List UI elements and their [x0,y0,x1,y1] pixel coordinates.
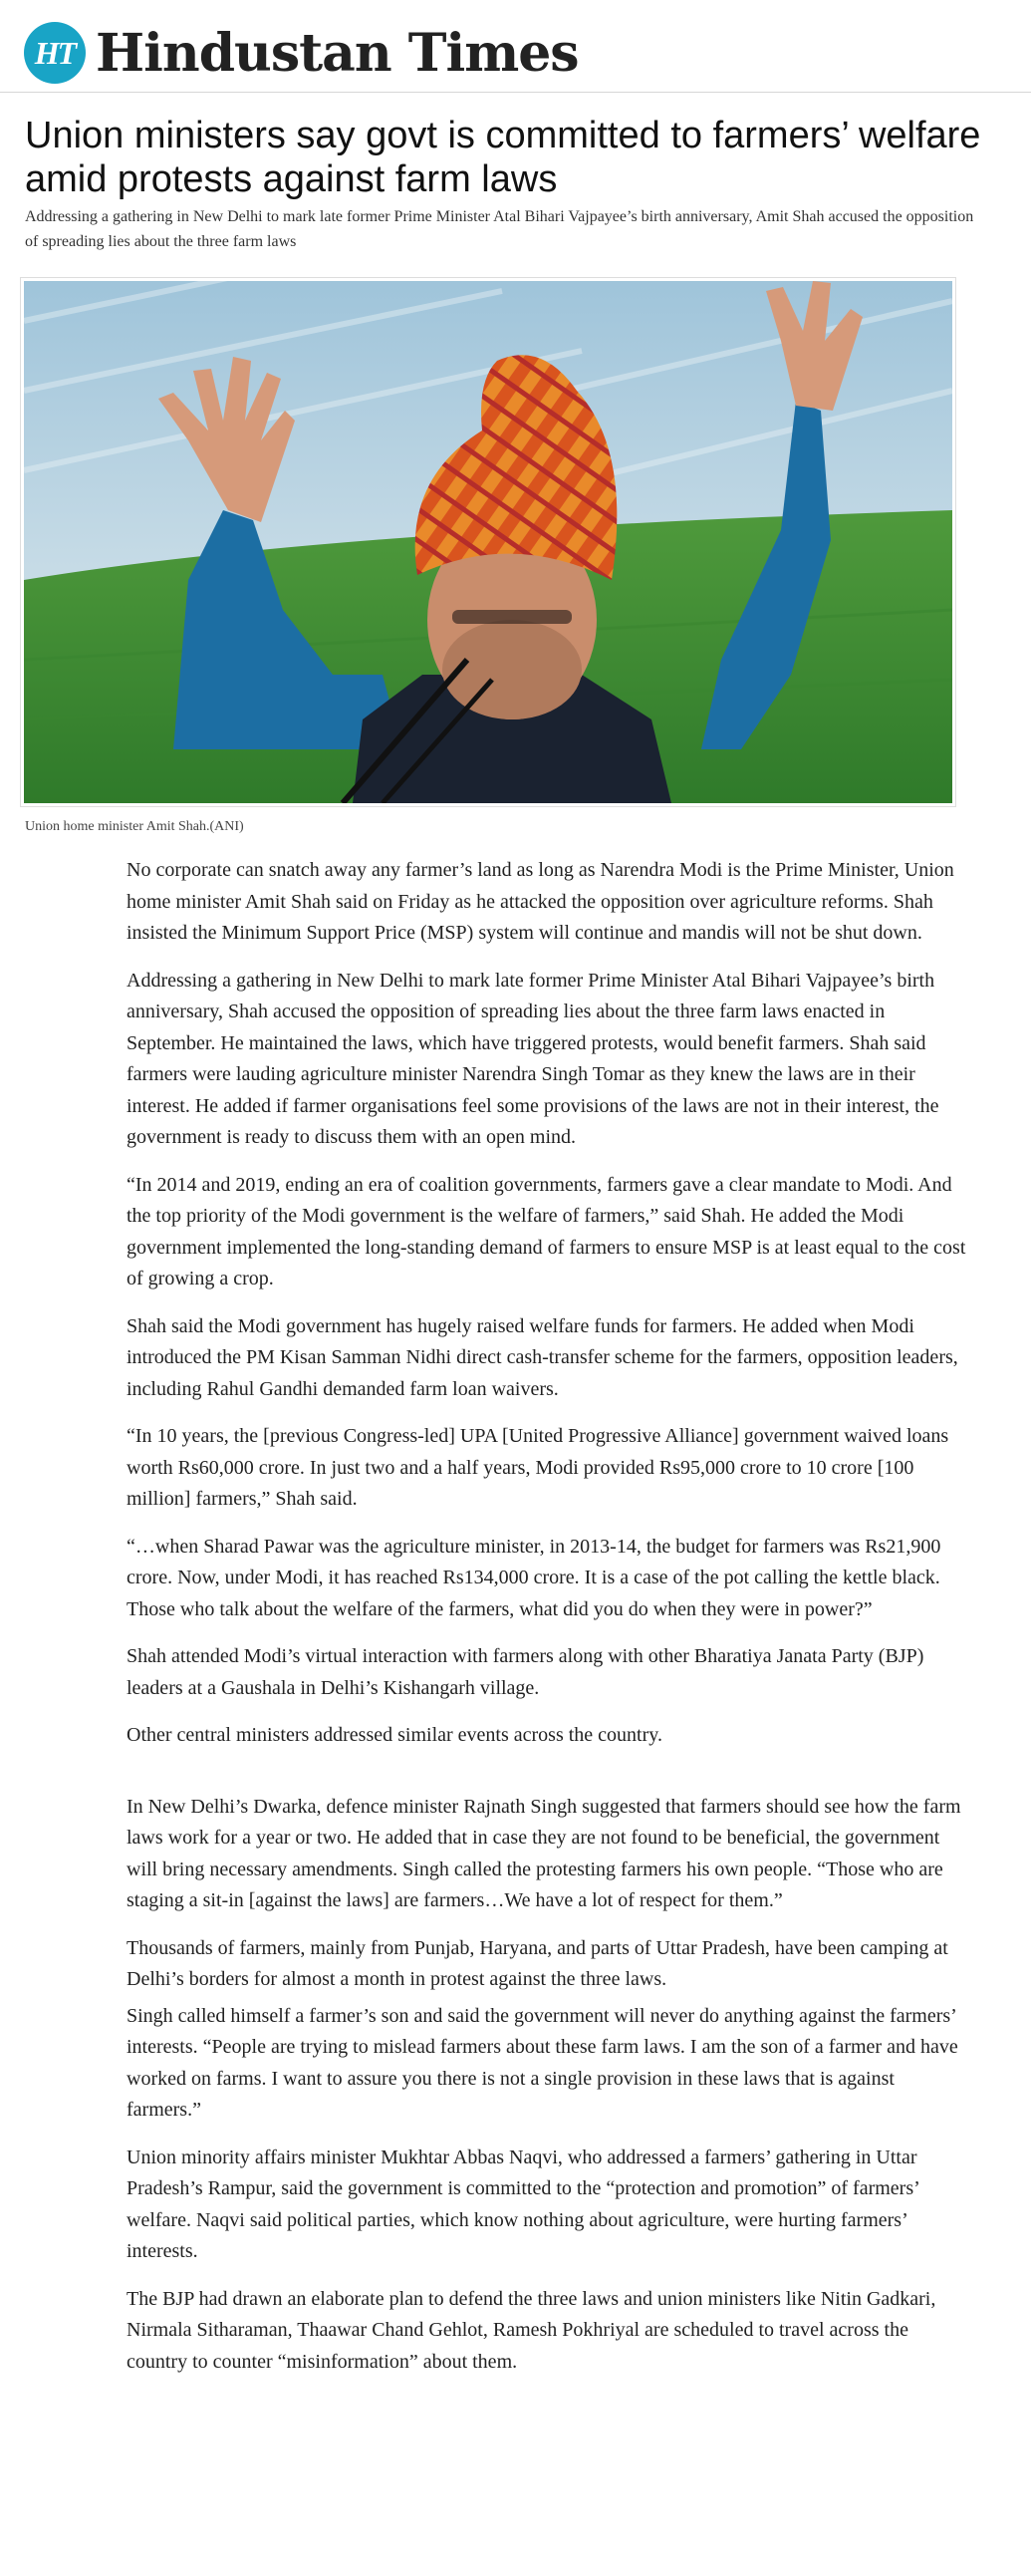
hero-photo [24,281,952,803]
paragraph: Union minority affairs minister Mukhtar Abbas Naqvi, who addressed a farmers’ gathering in Uttar Pradesh’s Rampur, said the government is committed to the “protection and promotion” of farmers’ welfare. Naqvi said political parties, which know nothing about agriculture, were hurting farmers’ interests. [127,2146,919,2262]
paragraph: No corporate can snatch away any farmer’s land as long as Narendra Modi is the Prime Minister, Union home minister Amit Shah said on Friday as he attacked the opposition over agriculture reforms. Shah insisted the Minimum Support Price (MSP) system will continue and mandis will not be shut down. [127,859,954,944]
paragraph: Singh called himself a farmer’s son and said the government will never do anything against the farmers’ interests. “People are trying to mislead farmers about these farm laws. I am the son of a farmer and have worked on farms. I want to assure you there is not a single provision in these laws that is against farmers.” [127,2004,958,2121]
paragraph: Other central ministers addressed similar events across the country. [127,1724,662,1746]
article-summary: Addressing a gathering in New Delhi to mark late former Prime Minister Atal Bihari Vajpayee’s birth anniversary, Amit Shah accused the opposition of spreading lies about the three farm laws [25,208,974,250]
paragraph: In New Delhi’s Dwarka, defence minister Rajnath Singh suggested that farmers should see how the farm laws work for a year or two. He added that in case they are not found to be beneficial, the government will bring necessary amendments. Singh called the protesting farmers his own people. “Those who are staging a sit-in [against the laws] are farmers…We have a lot of respect for them.” [127,1795,961,1911]
article-body [127,855,968,2394]
paragraph: Addressing a gathering in New Delhi to mark late former Prime Minister Atal Bihari Vajpayee’s birth anniversary, Shah accused the opposition of spreading lies about the three farm laws enacted in September. He maintained the laws, which have triggered protests, would benefit farmers. Shah said farmers were lauding agriculture minister Narendra Singh Tomar as they knew the laws are in their interest. He added if farmer organisations feel some provisions of the laws are not in their interest, the government is ready to discuss them with an open mind. [127,969,939,1148]
paragraph: “…when Sharad Pawar was the agriculture minister, in 2013-14, the budget for farmers was Rs21,900 crore. Now, under Modi, it has reached Rs134,000 crore. It is a case of the pot calling the kettle black. Those who talk about the welfare of the farmers, what did you do when they were in power?” [127,1535,941,1620]
ht-logo-icon [24,22,86,84]
paragraph: “In 2014 and 2019, ending an era of coalition governments, farmers gave a clear mandate to Modi. And the top priority of the Modi government is the welfare of farmers,” said Shah. He added the Modi government implemented the long-standing demand of farmers to ensure MSP is at least equal to the cost of growing a crop. [127,1173,966,1289]
paragraph: Shah said the Modi government has hugely raised welfare funds for farmers. He added when Modi introduced the PM Kisan Samman Nidhi direct cash-transfer scheme for the farmers, opposition leaders, including Rahul Gandhi demanded farm loan waivers. [127,1314,958,1400]
paragraph: Thousands of farmers, mainly from Punjab, Haryana, and parts of Uttar Pradesh, have been camping at Delhi’s borders for almost a month in protest against the three laws. [127,1936,948,1990]
logo-text: HT [34,34,76,71]
image-caption: Union home minister Amit Shah.(ANI) [25,819,244,834]
brand-title: Hindustan Times [96,22,579,84]
article-headline: Union ministers say govt is committed to farmers’ welfare amid protests against farm laws [25,115,981,200]
brand-link[interactable] [24,18,579,88]
masthead-divider [0,92,1031,93]
paragraph: “In 10 years, the [previous Congress-led] UPA [United Progressive Alliance] government waived loans worth Rs60,000 crore. In just two and a half years, Modi provided Rs95,000 crore to 10 crore [100 million] farmers,” Shah said. [127,1425,949,1510]
paragraph: The BJP had drawn an elaborate plan to defend the three laws and union ministers like Nitin Gadkari, Nirmala Sitharaman, Thaawar Chand Gehlot, Ramesh Pokhriyal are scheduled to travel across the country to counter “misinformation” about them. [127,2287,936,2373]
hero-image [20,277,956,807]
paragraph: Shah attended Modi’s virtual interaction with farmers along with other Bharatiya Janata Party (BJP) leaders at a Gaushala in Delhi’s Kishangarh village. [127,1645,924,1699]
